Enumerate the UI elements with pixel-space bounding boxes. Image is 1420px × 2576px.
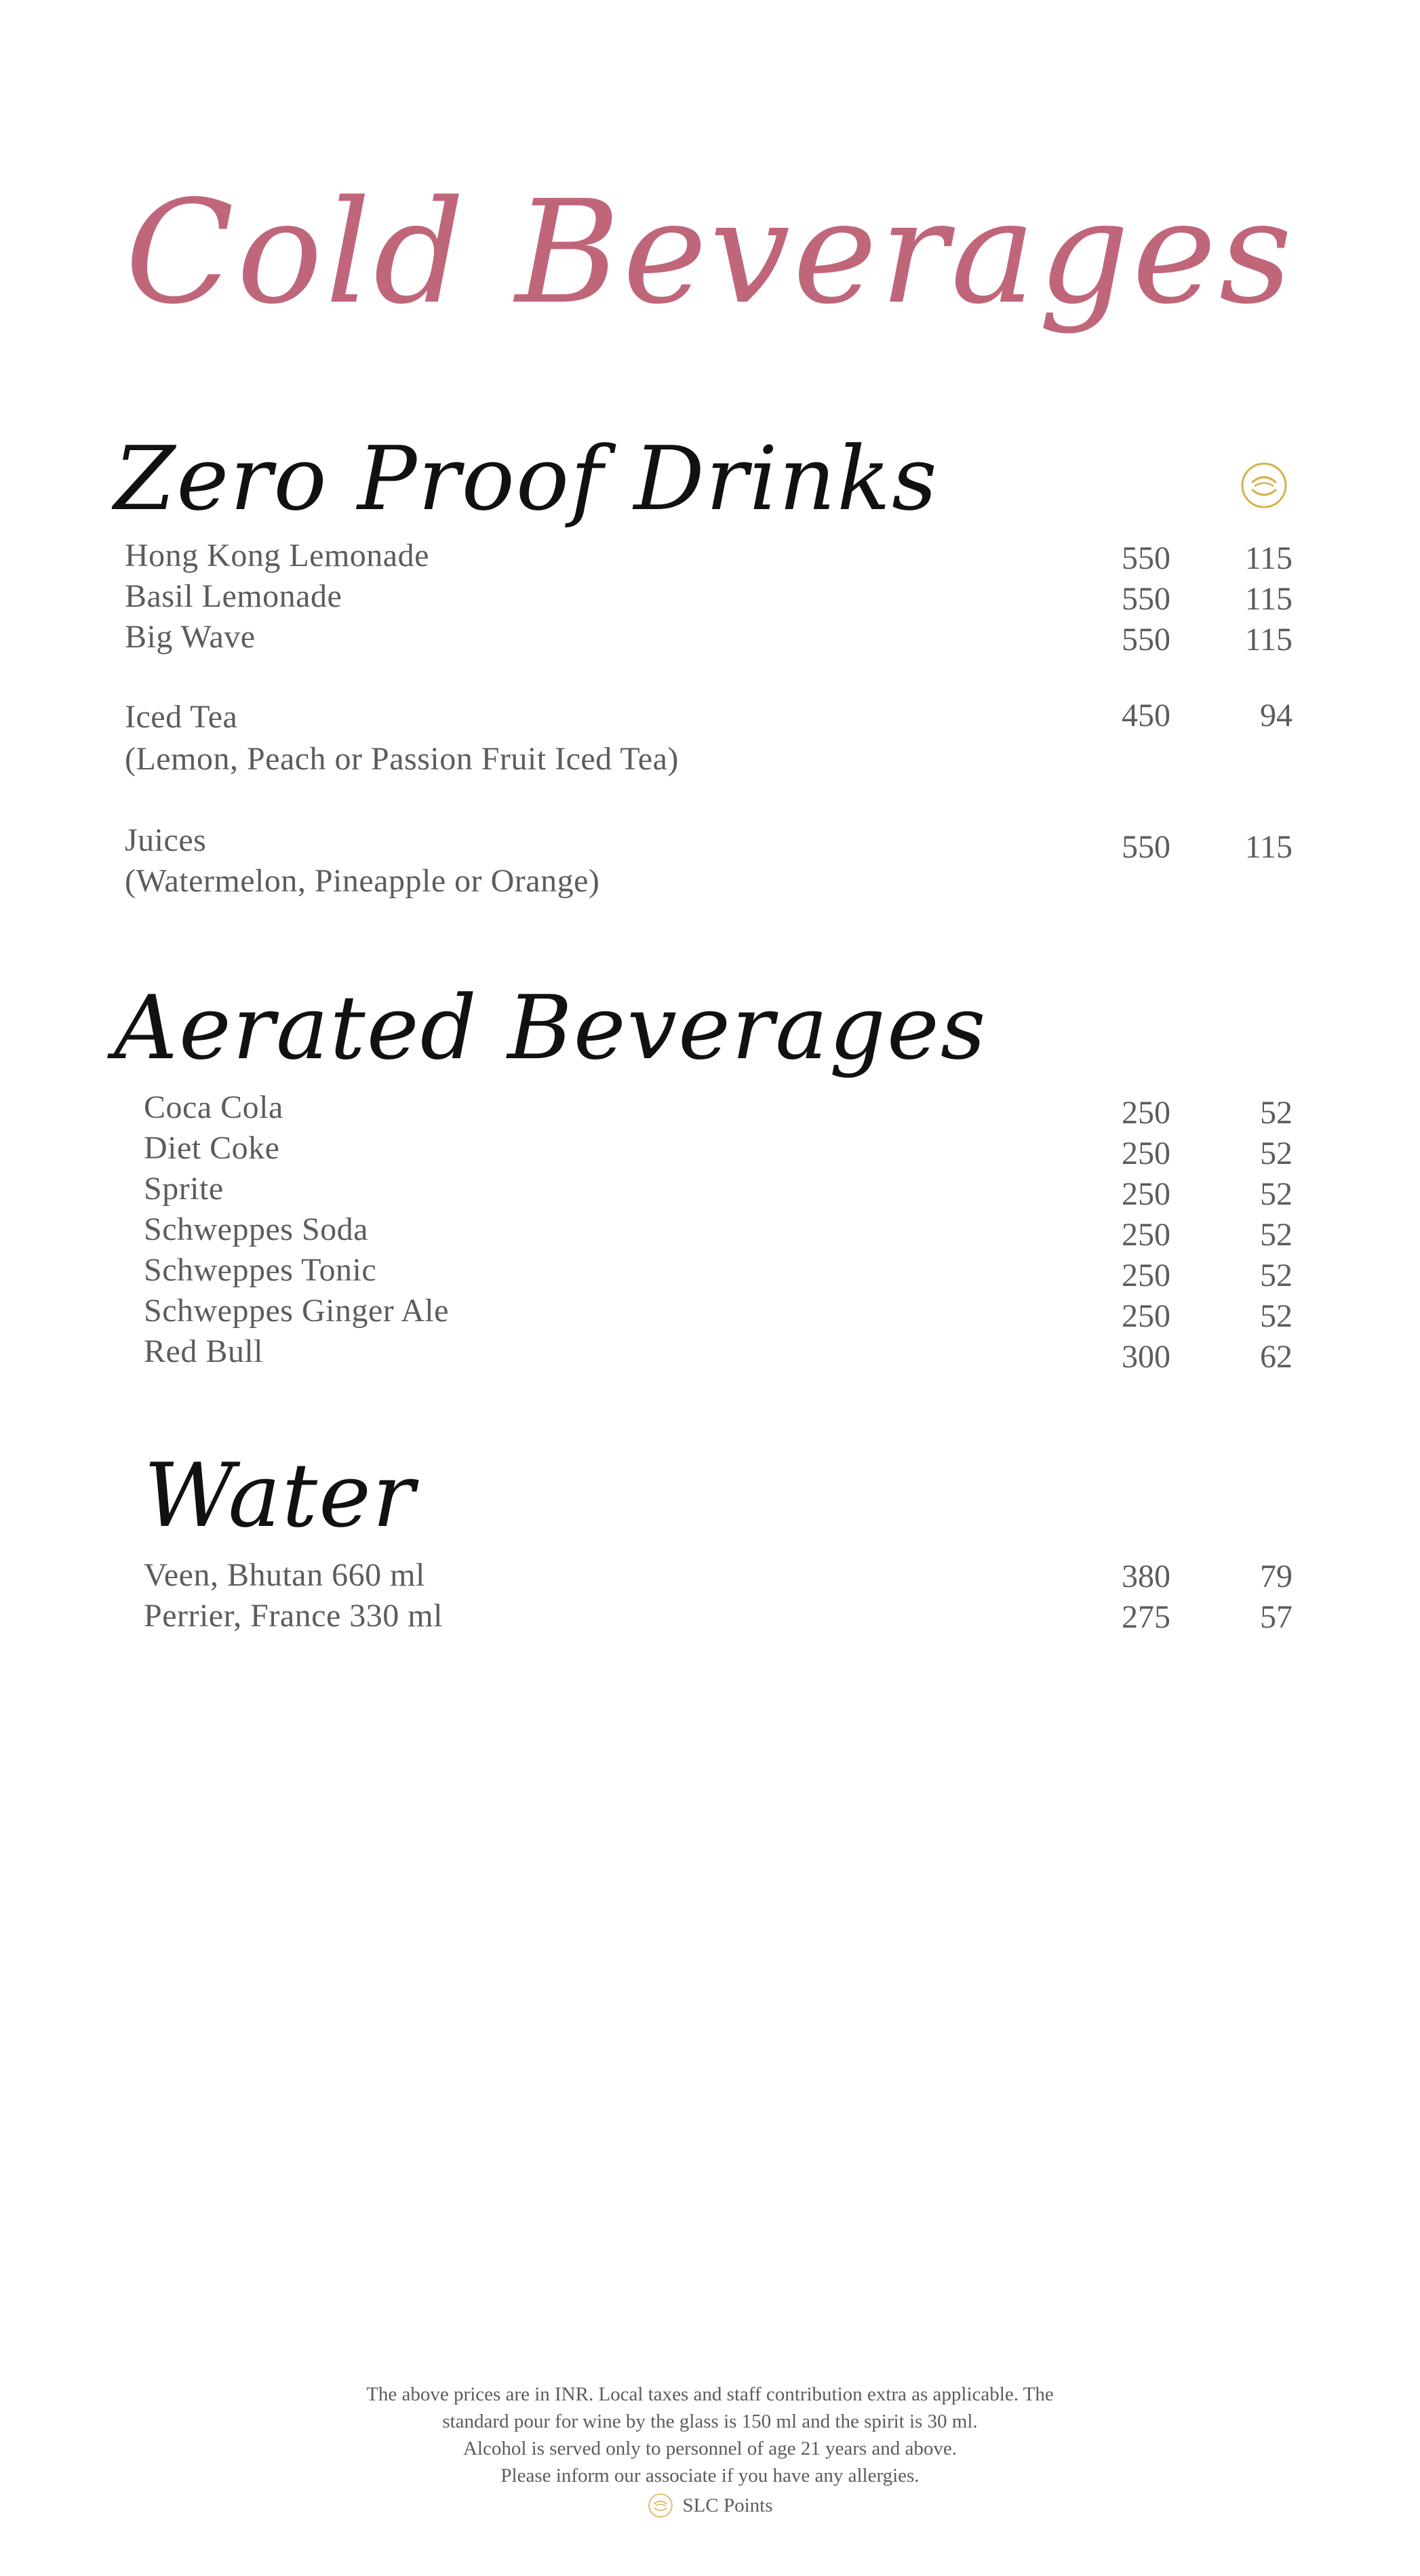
menu-item-price: 450 — [1122, 698, 1170, 733]
menu-item-points: 52 — [1260, 1257, 1293, 1293]
menu-item-points: 52 — [1260, 1217, 1293, 1253]
menu-item-name: Red Bull — [144, 1333, 264, 1369]
footer-line: Please inform our associate if you have any allergies. — [500, 2465, 920, 2487]
menu-item-price: 550 — [1122, 622, 1170, 658]
slc-points-icon — [1240, 461, 1288, 510]
menu-item-price: 380 — [1122, 1558, 1170, 1594]
footer-line: standard pour for wine by the glass is 150 ml and the spirit is 30 ml. — [442, 2411, 978, 2432]
footer-slc-points — [648, 2492, 773, 2519]
menu-item-price: 300 — [1122, 1339, 1170, 1375]
footer-line: The above prices are in INR. Local taxes and staff contribution extra as applicable. The — [366, 2383, 1054, 2405]
menu-item-name: Schweppes Tonic — [144, 1252, 377, 1288]
menu-item-price: 250 — [1122, 1176, 1170, 1212]
menu-item-price: 550 — [1122, 581, 1170, 617]
menu-item-points: 52 — [1260, 1298, 1293, 1334]
menu-item-name: Schweppes Soda — [144, 1211, 368, 1247]
menu-item-name: Iced Tea — [125, 699, 238, 735]
menu-item-price: 250 — [1122, 1095, 1170, 1131]
menu-item-price: 250 — [1122, 1298, 1170, 1334]
menu-item-price: 275 — [1122, 1599, 1170, 1635]
menu-item-points: 94 — [1260, 698, 1293, 733]
menu-item-points: 115 — [1244, 622, 1293, 658]
menu-item-name: Basil Lemonade — [125, 578, 342, 614]
menu-item-name: Hong Kong Lemonade — [125, 538, 429, 573]
menu-item-description: (Lemon, Peach or Passion Fruit Iced Tea) — [125, 741, 679, 777]
menu-item-name: Big Wave — [125, 619, 256, 655]
menu-item-name: Juices — [125, 822, 207, 858]
menu-item-name: Diet Coke — [144, 1130, 280, 1166]
section-title-water: Water — [144, 1444, 416, 1547]
menu-item-points: 52 — [1260, 1095, 1293, 1131]
slc-points-label: SLC Points — [682, 2495, 773, 2516]
menu-item-points: 115 — [1244, 540, 1293, 576]
slc-points-icon — [648, 2493, 673, 2518]
section-title-zero-proof: Zero Proof Drinks — [114, 427, 939, 530]
page-title: Cold Beverages — [125, 169, 1295, 336]
menu-item-points: 57 — [1260, 1599, 1293, 1635]
footer-line: Alcohol is served only to personnel of age 21 years and above. — [462, 2438, 958, 2459]
menu-item-points: 62 — [1260, 1339, 1293, 1375]
menu-item-price: 550 — [1122, 829, 1170, 865]
footer-notes — [0, 2381, 1420, 2526]
menu-item-price: 550 — [1122, 540, 1170, 576]
menu-item-points: 115 — [1244, 581, 1293, 617]
menu-item-points: 115 — [1244, 829, 1293, 865]
menu-item-points: 79 — [1260, 1558, 1293, 1594]
menu-item-name: Schweppes Ginger Ale — [144, 1293, 449, 1329]
menu-item-points: 52 — [1260, 1135, 1293, 1171]
menu-item-price: 250 — [1122, 1135, 1170, 1171]
menu-item-name: Perrier, France 330 ml — [144, 1598, 443, 1634]
section-title-aerated: Aerated Beverages — [114, 976, 987, 1079]
menu-item-price: 250 — [1122, 1217, 1170, 1253]
menu-item-name: Veen, Bhutan 660 ml — [144, 1557, 425, 1593]
menu-item-name: Coca Cola — [144, 1089, 283, 1125]
menu-item-price: 250 — [1122, 1257, 1170, 1293]
menu-item-name: Sprite — [144, 1171, 224, 1207]
menu-item-points: 52 — [1260, 1176, 1293, 1212]
menu-item-description: (Watermelon, Pineapple or Orange) — [125, 863, 600, 899]
